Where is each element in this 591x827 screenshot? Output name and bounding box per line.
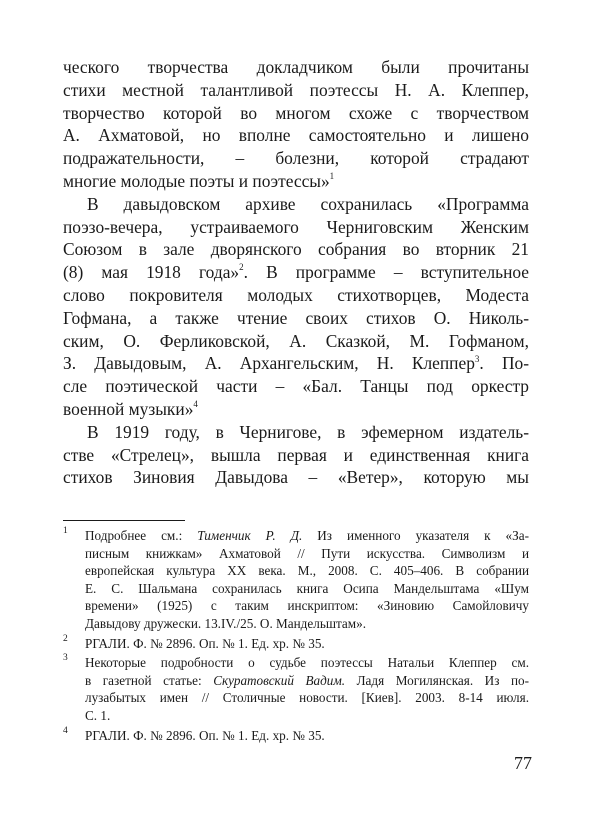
text-line: стве «Стрелец», вышла первая и единственная книга — [63, 444, 529, 465]
footnote-line: лузабытых имен // Столичные новости. [Киев]. 2003. 8-14 июля. — [85, 690, 529, 706]
footnote-line: в газетной статье: Скуратовский Вадим. Ладя Могилянская. Из по- — [85, 672, 529, 688]
footnote — [63, 727, 529, 745]
page-number: 77 — [514, 753, 532, 773]
text-line: З. Давыдовым, А. Архангельским, Н. Клеппер$^3$. По- — [63, 353, 529, 374]
footnote — [63, 635, 529, 653]
text-line: многие молодые поэты и поэтессы»$^1$ — [63, 170, 335, 191]
text-line: В 1919 году, в Чернигове, в эфемерном издатель- — [87, 421, 529, 442]
footnote-line: Некоторые подробности о судьбе поэтессы Натальи Клеппер см. — [85, 655, 529, 671]
footnote — [63, 527, 529, 633]
footnotes — [63, 527, 529, 744]
footnote-line: РГАЛИ. Ф. № 2896. Оп. № 1. Ед. хр. № 35. — [85, 727, 325, 743]
footnote-ref: 1 — [329, 171, 335, 182]
footnote-line: писным книжкам» Ахматовой // Пути искусства. Символизм и — [85, 545, 529, 561]
footnote-line: С. 1. — [85, 707, 111, 723]
footnote-line: времени» (1925) с таким инскриптом: «Зиновию Самойловичу — [85, 598, 529, 614]
footnote-line: РГАЛИ. Ф. № 2896. Оп. № 1. Ед. хр. № 35. — [85, 635, 325, 651]
footnote-ref: 3 — [474, 353, 480, 364]
text-line: военной музыки»$^4$ — [63, 398, 198, 419]
footnote — [63, 654, 529, 724]
footnote-number: 1 — [63, 526, 68, 536]
text-line: поэзо-вечера, устраиваемого Черниговским Женским — [63, 216, 529, 237]
text-line: творчество которой во многом схоже с творчеством — [63, 102, 529, 123]
footnote-number: 2 — [63, 633, 68, 644]
text-line: ским, О. Ферликовской, А. Сказкой, М. Гофманом, — [63, 330, 529, 351]
footnote-number: 4 — [63, 725, 68, 736]
text-line: подражательности, – болезни, которой страдают — [63, 148, 529, 169]
text-line: сле поэтической части – «Бал. Танцы под оркестр — [63, 376, 529, 397]
text-line: ческого творчества докладчиком были прочитаны — [63, 57, 529, 77]
footnote-line: Подробнее см.: Тименчик Р. Д. Из именного указателя к «За- — [85, 528, 529, 543]
text-line: стихи местной талантливой поэтессы Н. А. Клеппер, — [63, 79, 529, 100]
text-line: стихов Зиновия Давыдова – «Ветер», которую мы — [63, 467, 529, 488]
footnote-separator — [63, 520, 185, 521]
text-line: Союзом в зале дворянского собрания во вторник 21 — [63, 239, 529, 260]
text-line: (8) мая 1918 года»$^2$. В программе – вступительное — [63, 262, 529, 283]
footnote-line: европейская культура XX века. М., 2008. С. 405–406. В собрании — [85, 563, 529, 579]
footnote-ref: 4 — [193, 399, 198, 410]
main-text — [63, 56, 529, 489]
text-line: слово покровителя молодых стихотворцев, Модеста — [63, 284, 529, 305]
footnote-number: 3 — [63, 653, 68, 664]
text-line: Гофмана, а также чтение своих стихов О. Николь- — [63, 307, 529, 328]
footnote-ref: 2 — [239, 262, 244, 273]
text-line: А. Ахматовой, но вполне самостоятельно и лишено — [63, 125, 529, 146]
text-line: В давыдовском архиве сохранилась «Программа — [87, 193, 529, 214]
footnote-line: Е. С. Шальмана сохранилась книга Осипа Мандельштама «Шум — [85, 580, 529, 596]
footnote-line: Давыдову дружески. 13.IV./25. О. Мандельштам». — [85, 615, 367, 631]
